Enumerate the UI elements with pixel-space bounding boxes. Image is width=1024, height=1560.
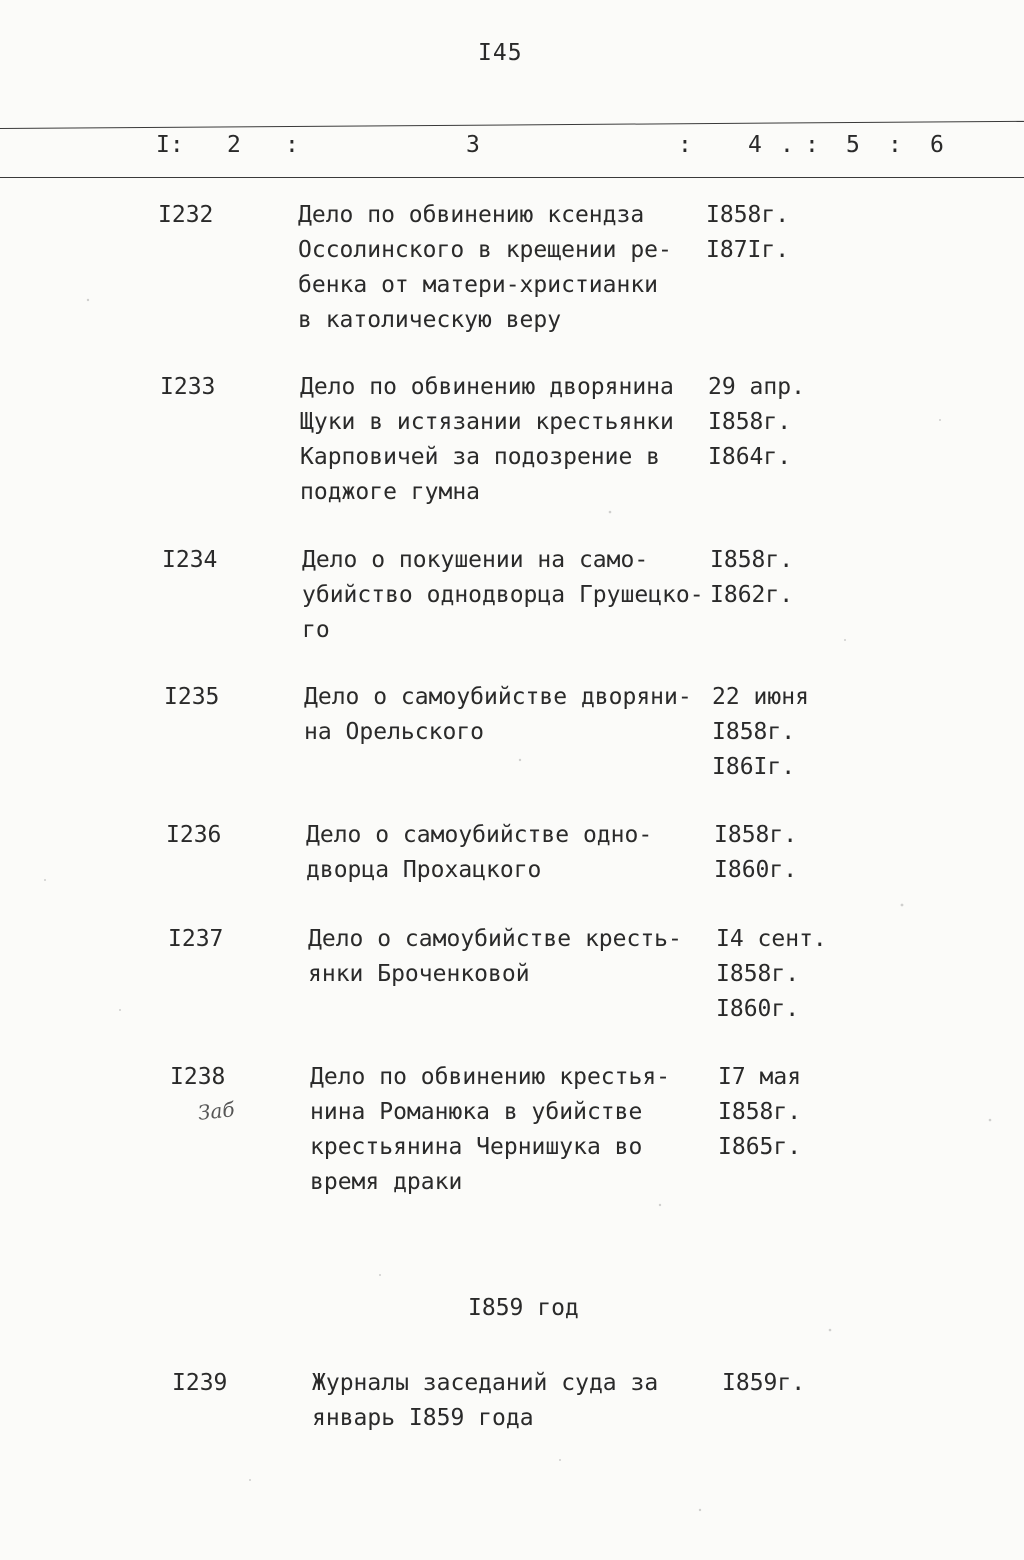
description-line: убийство однодворца Грушецко- — [302, 582, 704, 608]
record-description — [298, 198, 698, 338]
description-line: январь I859 года — [312, 1405, 534, 1431]
description-line: бенка от матери-христианки — [298, 272, 659, 298]
date-line: I859г. — [722, 1370, 806, 1396]
record-dates — [712, 680, 809, 785]
date-line: I858г. — [706, 202, 790, 228]
description-line: Оссолинского в крещении ре- — [298, 237, 672, 263]
record-description — [308, 922, 708, 992]
description-line: дворца Прохацкого — [306, 857, 542, 883]
date-line: I4 сент. — [716, 926, 827, 952]
record-dates — [706, 198, 789, 268]
date-line: I86Iг. — [712, 754, 796, 780]
handwritten-margin-note: Заб — [196, 1097, 236, 1125]
description-line: нина Романюка в убийстве — [310, 1099, 643, 1125]
record-dates — [708, 370, 805, 475]
record-description — [310, 1060, 710, 1200]
date-line: I865г. — [718, 1134, 802, 1160]
date-line: I858г. — [716, 961, 800, 987]
date-line: I7 мая — [718, 1064, 802, 1090]
record-number: I238 — [170, 1064, 226, 1090]
date-line: I87Iг. — [706, 237, 790, 263]
date-line: I858г. — [714, 822, 798, 848]
description-line: го — [302, 617, 330, 643]
date-line: I862г. — [710, 582, 794, 608]
column-separator: : — [805, 132, 819, 158]
column-dot: . — [780, 132, 794, 158]
record-dates — [714, 818, 797, 888]
record-number: I239 — [172, 1370, 228, 1396]
description-line: время драки — [310, 1169, 463, 1195]
description-line: Дело о покушении на само- — [302, 547, 649, 573]
record-number: I237 — [168, 926, 224, 952]
date-line: I858г. — [710, 547, 794, 573]
record-number: I232 — [158, 202, 214, 228]
record-dates — [710, 543, 793, 613]
record-description — [312, 1366, 712, 1436]
column-separator: : — [888, 132, 902, 158]
description-line: Журналы заседаний суда за — [312, 1370, 659, 1396]
column-header-4: 4 — [748, 132, 762, 158]
table-top-rule — [0, 121, 1024, 129]
column-header-6: 6 — [930, 132, 944, 158]
date-line: 29 апр. — [708, 374, 805, 400]
description-line: Щуки в истязании крестьянки — [300, 409, 674, 435]
record-number: I235 — [164, 684, 220, 710]
description-line: на Орельского — [304, 719, 485, 745]
record-dates — [716, 922, 827, 1027]
record-description — [304, 680, 704, 750]
date-line: I858г. — [712, 719, 796, 745]
description-line: Дело по обвинению крестья- — [310, 1064, 671, 1090]
date-line: I858г. — [708, 409, 792, 435]
description-line: Дело о самоубийстве одно- — [306, 822, 653, 848]
description-line: Дело о самоубийстве кресть- — [308, 926, 682, 952]
column-header-3: 3 — [466, 132, 480, 158]
date-line: I860г. — [716, 996, 800, 1022]
column-header-2: 2 — [227, 132, 241, 158]
record-number: I233 — [160, 374, 216, 400]
record-description — [300, 370, 700, 510]
column-header-5: 5 — [846, 132, 860, 158]
description-line: янки Броченковой — [308, 961, 530, 987]
record-number: I236 — [166, 822, 222, 848]
column-header-1: I: — [156, 132, 184, 158]
column-separator: : — [285, 132, 299, 158]
description-line: Карповичей за подозрение в — [300, 444, 661, 470]
date-line: I858г. — [718, 1099, 802, 1125]
date-line: I864г. — [708, 444, 792, 470]
description-line: Дело о самоубийстве дворяни- — [304, 684, 692, 710]
column-separator: : — [678, 132, 692, 158]
table-header-rule — [0, 177, 1024, 178]
description-line: в католическую веру — [298, 307, 562, 333]
description-line: Дело по обвинению ксендза — [298, 202, 645, 228]
record-dates — [722, 1366, 805, 1401]
description-line: Дело по обвинению дворянина — [300, 374, 674, 400]
date-line: I860г. — [714, 857, 798, 883]
description-line: крестьянина Чернишука во — [310, 1134, 643, 1160]
record-number: I234 — [162, 547, 218, 573]
description-line: поджоге гумна — [300, 479, 481, 505]
record-description — [302, 543, 702, 648]
record-description — [306, 818, 706, 888]
date-line: 22 июня — [712, 684, 809, 710]
page-number: I45 — [478, 40, 523, 66]
section-year-heading: I859 год — [468, 1295, 579, 1321]
record-dates — [718, 1060, 801, 1165]
